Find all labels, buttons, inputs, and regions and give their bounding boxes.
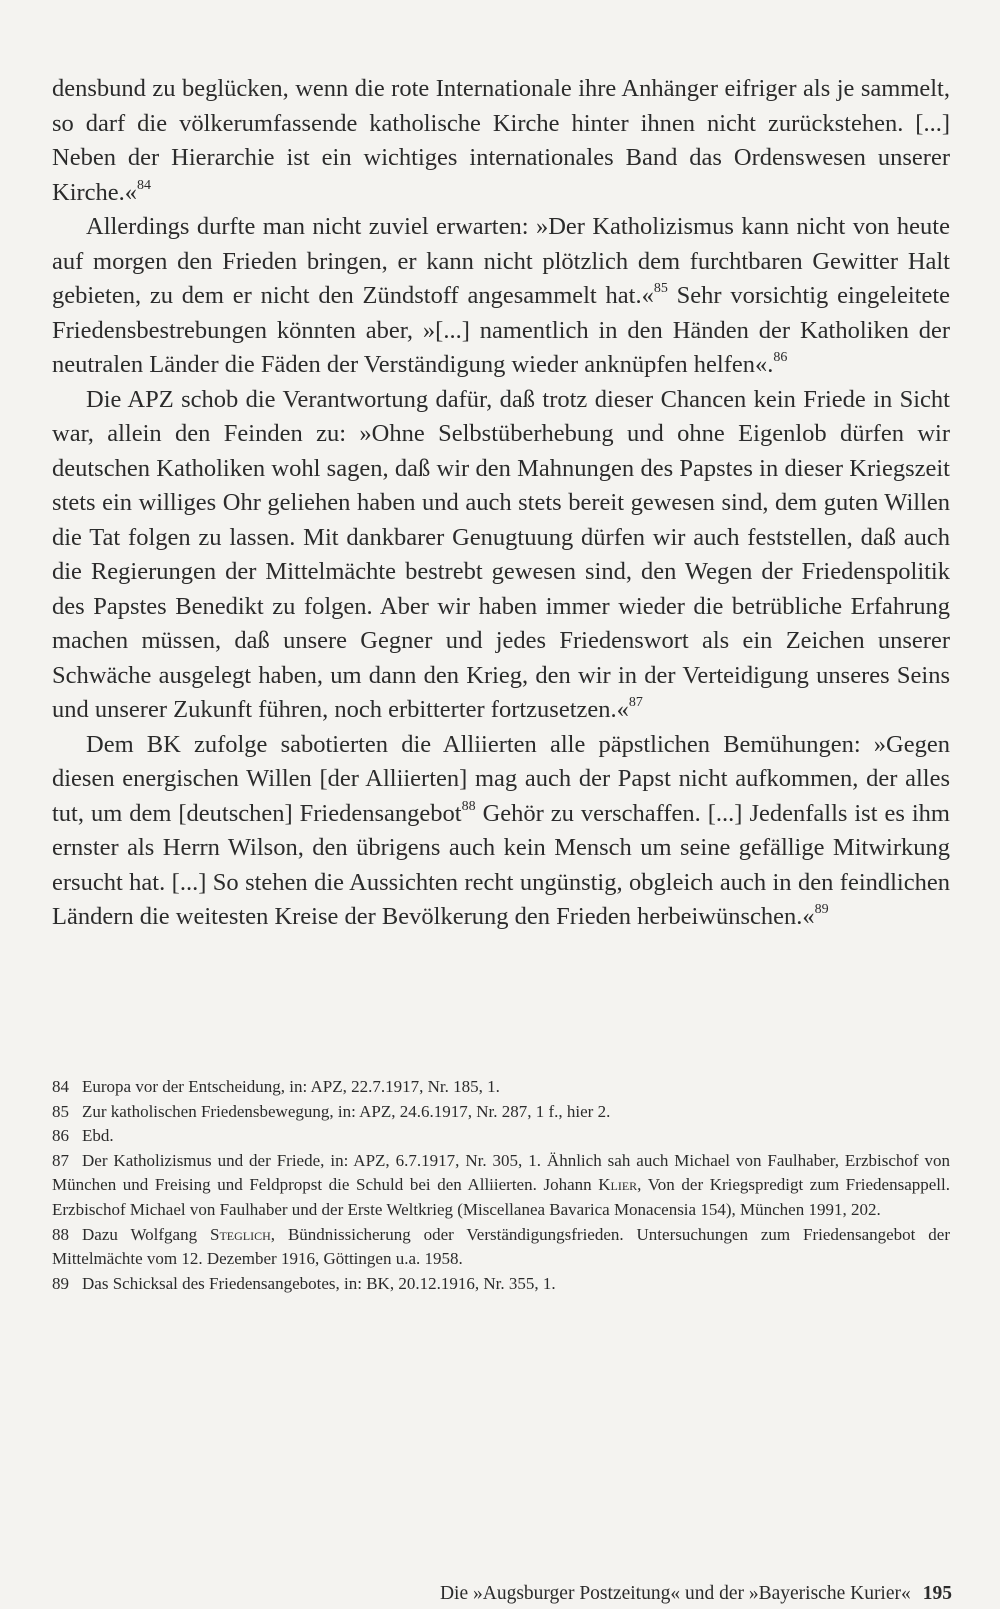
footnote-number: 89 xyxy=(52,1273,69,1293)
paragraph-text: Dem BK zufolge sabotierten die Alliierten alle päpstlichen Bemühungen: »Gegen diesen energischen Willen [der Alliierten] mag auch der Papst nicht aufkommen, der alles tut, um dem [deutschen] Friedensangebot xyxy=(52,730,950,827)
footnote xyxy=(52,1124,950,1149)
footnote-text: Dazu Wolfgang xyxy=(82,1224,210,1244)
footnote xyxy=(52,1149,950,1223)
footnote-marker: 87 xyxy=(628,695,643,710)
footnote-text: , Von der Kriegspredigt zum Friedensappell. Erzbischof Michael von Faulhaber und der Erste Weltkrieg (Miscellanea Bavarica Monacensia 154), München 1991, 202. xyxy=(52,1175,951,1219)
footnote xyxy=(52,1223,950,1272)
paragraph-text: Die APZ schob die Verantwortung dafür, daß trotz dieser Chancen kein Friede in Sicht war, allein den Feinden zu: »Ohne Selbstüberhebung und ohne Eigenlob dürfen wir deutschen Katholiken wohl sagen, daß wir den Mahnungen des Papstes in dieser Kriegszeit stets ein williges Ohr geliehen haben und auch stets bereit gewesen sind, dem guten Willen die Tat folgen zu lassen. Mit dankbarer Genugtuung dürfen wir auch feststellen, daß auch die Regierungen der Mittelmächte bestrebt gewesen sind, den Wegen der Friedenspolitik des Papstes Benedikt zu folgen. Aber wir haben immer wieder die betrübliche Erfahrung machen müssen, daß unsere Gegner und jedes Friedenswort als ein Zeichen unserer Schwäche ausgelegt haben, um dann den Krieg, den wir in der Verteidigung unseres Seins und unserer Zukunft führen, noch erbitterter fortzusetzen.« xyxy=(52,385,950,723)
paragraph-text: Sehr vorsichtig eingeleitete Friedensbestrebungen könnten aber, »[...] namentlich in den Händen der Katholiken der neutralen Länder die Fäden der Verständigung wieder anknüpfen helfen«. xyxy=(52,282,950,378)
footnote-marker: 86 xyxy=(773,350,788,365)
footnote-text: Ebd. xyxy=(82,1126,114,1146)
running-footer xyxy=(440,1582,952,1606)
footnote-number: 84 xyxy=(52,1077,69,1096)
footnote-marker: 88 xyxy=(461,798,476,814)
page-number: 195 xyxy=(922,1583,952,1604)
paragraph-text: Allerdings durfte man nicht zuviel erwarten: »Der Katholizismus kann nicht von heute auf morgen den Frieden bringen, er kann nicht plötzlich dem furchtbaren Gewitter Halt gebieten, zu dem er nicht den Zündstoff angesammelt hat.« xyxy=(52,213,950,309)
footnote-text: Das Schicksal des Friedensangebotes, in: BK, 20.12.1916, Nr. 355, 1. xyxy=(82,1273,556,1293)
paragraph xyxy=(52,728,950,935)
footnote-text: Der Katholizismus und der Friede, in: APZ, 6.7.1917, Nr. 305, 1. Ähnlich sah auch Michael von Faulhaber, Erzbischof von München und Freising und Feldpropst die Schuld bei den Alliierten. Johann xyxy=(52,1150,950,1195)
footnote-marker: 89 xyxy=(814,902,829,917)
paragraph-text: densbund zu beglücken, wenn die rote Internationale ihre Anhänger eifriger als je sammelt, so darf die völkerumfassende katholische Kirche hinter ihnen nicht zurückstehen. [...] Neben der Hierarchie ist ein wichtiges internationales Band das Ordenswesen unserer Kirche.« xyxy=(52,75,950,206)
footnote-marker: 85 xyxy=(653,281,668,296)
footnote-number: 87 xyxy=(52,1150,69,1170)
footnote-number: 88 xyxy=(52,1224,69,1244)
footnotes xyxy=(52,1075,950,1296)
author-name: Steglich xyxy=(210,1224,271,1244)
footnote-marker: 84 xyxy=(137,177,152,193)
footnote-number: 85 xyxy=(52,1101,69,1121)
footnote xyxy=(52,1075,950,1100)
footnote xyxy=(52,1272,950,1297)
author-name: Klier xyxy=(598,1175,638,1195)
paragraph xyxy=(52,383,950,728)
footnote-text: Zur katholischen Friedensbewegung, in: APZ, 24.6.1917, Nr. 287, 1 f., hier 2. xyxy=(82,1101,611,1121)
body-text xyxy=(52,72,950,935)
paragraph xyxy=(52,210,950,383)
paragraph xyxy=(52,72,950,210)
footnote-text: Europa vor der Entscheidung, in: APZ, 22.7.1917, Nr. 185, 1. xyxy=(82,1077,500,1096)
paragraph-text: Gehör zu verschaffen. [...] Jedenfalls ist es ihm ernster als Herrn Wilson, den übrigens auch kein Mensch um seine gefällige Mitwirkung ersucht hat. [...] So stehen die Aussichten recht ungünstig, obgleich auch in den feindlichen Ländern die weitesten Kreise der Bevölkerung den Frieden herbeiwünschen.« xyxy=(52,799,950,930)
running-title: Die »Augsburger Postzeitung« und der »Bayerische Kurier« xyxy=(439,1583,911,1604)
footnote-text: , Bündnissicherung oder Verständigungsfrieden. Untersuchungen zum Friedensangebot der Mittelmächte vom 12. Dezember 1916, Göttingen u.a. 1958. xyxy=(52,1224,950,1269)
footnote xyxy=(52,1100,950,1125)
footnote-number: 86 xyxy=(52,1126,69,1146)
